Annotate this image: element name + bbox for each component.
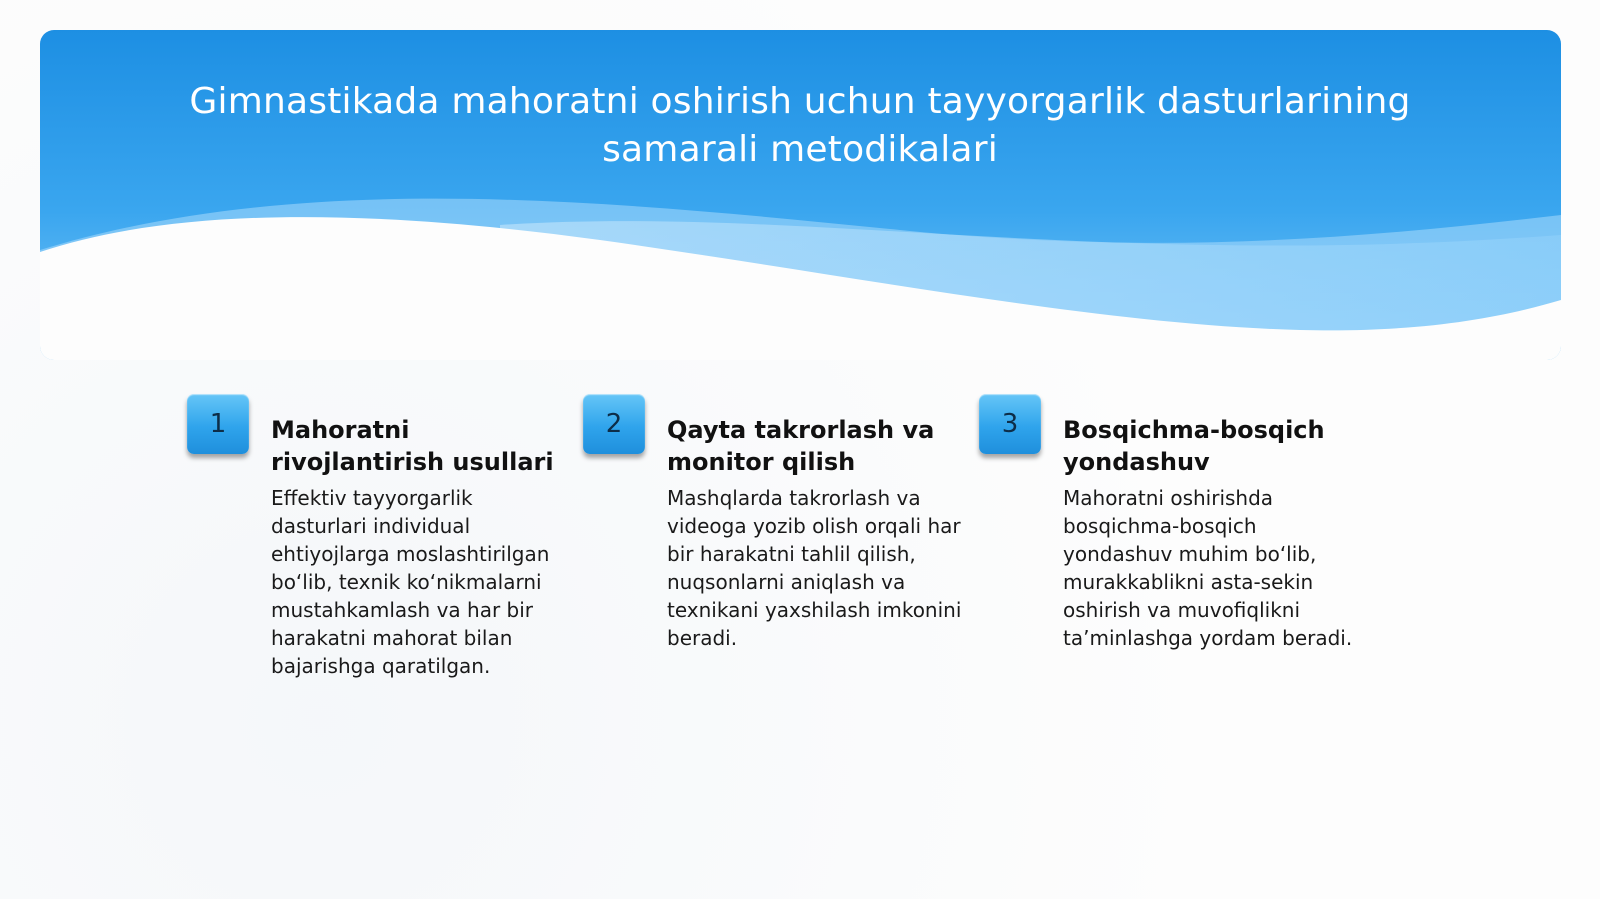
step-card-2 xyxy=(583,394,963,694)
step-title: Bosqichma-bosqich yondashuv xyxy=(1063,416,1325,476)
step-title: Mahoratni rivojlantirish usullari xyxy=(271,416,554,476)
step-title: Qayta takrorlash va monitor qilish xyxy=(667,416,935,476)
step-description: Effektiv tayyorgarlik dasturlari individual ehtiyojlarga moslashtirilgan bo‘lib, texnik ko‘nikmalarni mustahkamlash va har bir harakatni mahorat bilan bajarishga qaratilgan. xyxy=(271,486,550,678)
header-wave-background xyxy=(0,0,1600,360)
step-number-badge: 3 xyxy=(979,394,1041,454)
step-description: Mashqlarda takrorlash va videoga yozib olish orqali har bir harakatni tahlil qilish, nuqsonlarni aniqlash va texnikani yaxshilash imkonini beradi. xyxy=(667,486,962,650)
slide-title: Gimnastikada mahoratni oshirish uchun tayyorgarlik dasturlarining samarali metodikalari xyxy=(189,81,1411,170)
step-number-badge: 1 xyxy=(187,394,249,454)
step-card-3 xyxy=(979,394,1359,694)
step-description: Mahoratni oshirishda bosqichma-bosqich yondashuv muhim bo‘lib, murakkablikni asta-sekin oshirish va muvofiqlikni ta’minlashga yordam beradi. xyxy=(1063,486,1353,650)
step-card-1 xyxy=(187,394,567,694)
step-number-badge: 2 xyxy=(583,394,645,454)
